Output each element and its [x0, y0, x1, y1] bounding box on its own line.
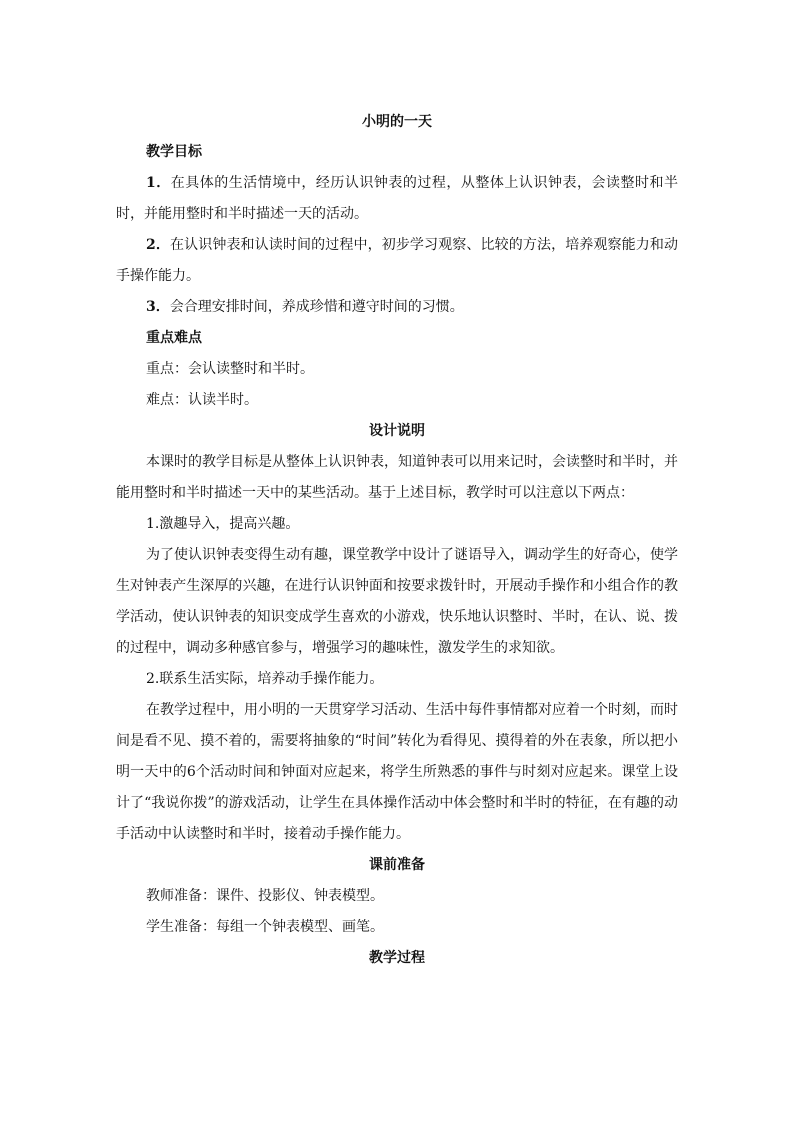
- design-heading: 设计说明: [369, 423, 425, 439]
- document-title: 小明的一天: [362, 114, 432, 130]
- objective-item-2: [116, 230, 678, 292]
- objective-text: 会合理安排时间，养成珍惜和遵守时间的习惯。: [169, 299, 464, 315]
- design-point-2-text: 在教学过程中，用小明的一天贯穿学习活动、生活中每件事情都对应着一个时刻，而时间是看不见、摸不着的，需要将抽象的“时间”转化为看得见、摸得着的外在表象，所以把小明一天中的6个活动时间和钟面对应起来，将学生所熟悉的事件与时刻对应起来。课堂上设计了“我说你拨”的游戏活动，让学生在具体操作活动中体会整时和半时的特征，在有趣的动手活动中认读整时和半时，接着动手操作能力。: [116, 702, 678, 842]
- design-point-1-title: 1.激趣导入，提高兴趣。: [146, 516, 300, 532]
- student-preparation: 学生准备：每组一个钟表模型、画笔。: [146, 919, 384, 935]
- objective-number: 2．: [146, 237, 170, 253]
- objective-number: 3．: [146, 299, 170, 315]
- design-intro: 本课时的教学目标是从整体上认识钟表，知道钟表可以用来记时，会读整时和半时，并能用整时和半时描述一天中的某些活动。基于上述目标，教学时可以注意以下两点：: [116, 454, 678, 501]
- objective-item-1: [116, 168, 678, 230]
- preparation-heading: 课前准备: [369, 857, 425, 873]
- objective-item-3: [116, 292, 678, 323]
- teacher-preparation: 教师准备：课件、投影仪、钟表模型。: [146, 888, 384, 904]
- objectives-heading: 教学目标: [146, 144, 202, 160]
- difficulty-point: 难点：认读半时。: [146, 392, 258, 408]
- objective-text: 在认识钟表和认读时间的过程中，初步学习观察、比较的方法，培养观察能力和动手操作能力。: [116, 237, 679, 284]
- objective-text: 在具体的生活情境中，经历认识钟表的过程，从整体上认识钟表，会读整时和半时，并能用整时和半时描述一天的活动。: [116, 175, 678, 222]
- design-point-2-title: 2.联系生活实际，培养动手操作能力。: [146, 671, 384, 687]
- design-point-1-text: 为了使认识钟表变得生动有趣，课堂教学中设计了谜语导入，调动学生的好奇心，使学生对钟表产生深厚的兴趣，在进行认识钟面和按要求拨针时，开展动手操作和小组合作的教学活动，使认识钟表的知识变成学生喜欢的小游戏，快乐地认识整时、半时，在认、说、拨的过程中，调动多种感官参与，增强学习的趣味性，激发学生的求知欲。: [116, 547, 678, 656]
- key-points-heading: 重点难点: [146, 330, 202, 346]
- process-heading: 教学过程: [369, 950, 425, 966]
- document-body: [116, 107, 678, 974]
- focus-point: 重点：会认读整时和半时。: [146, 361, 314, 377]
- objective-number: 1．: [146, 175, 171, 191]
